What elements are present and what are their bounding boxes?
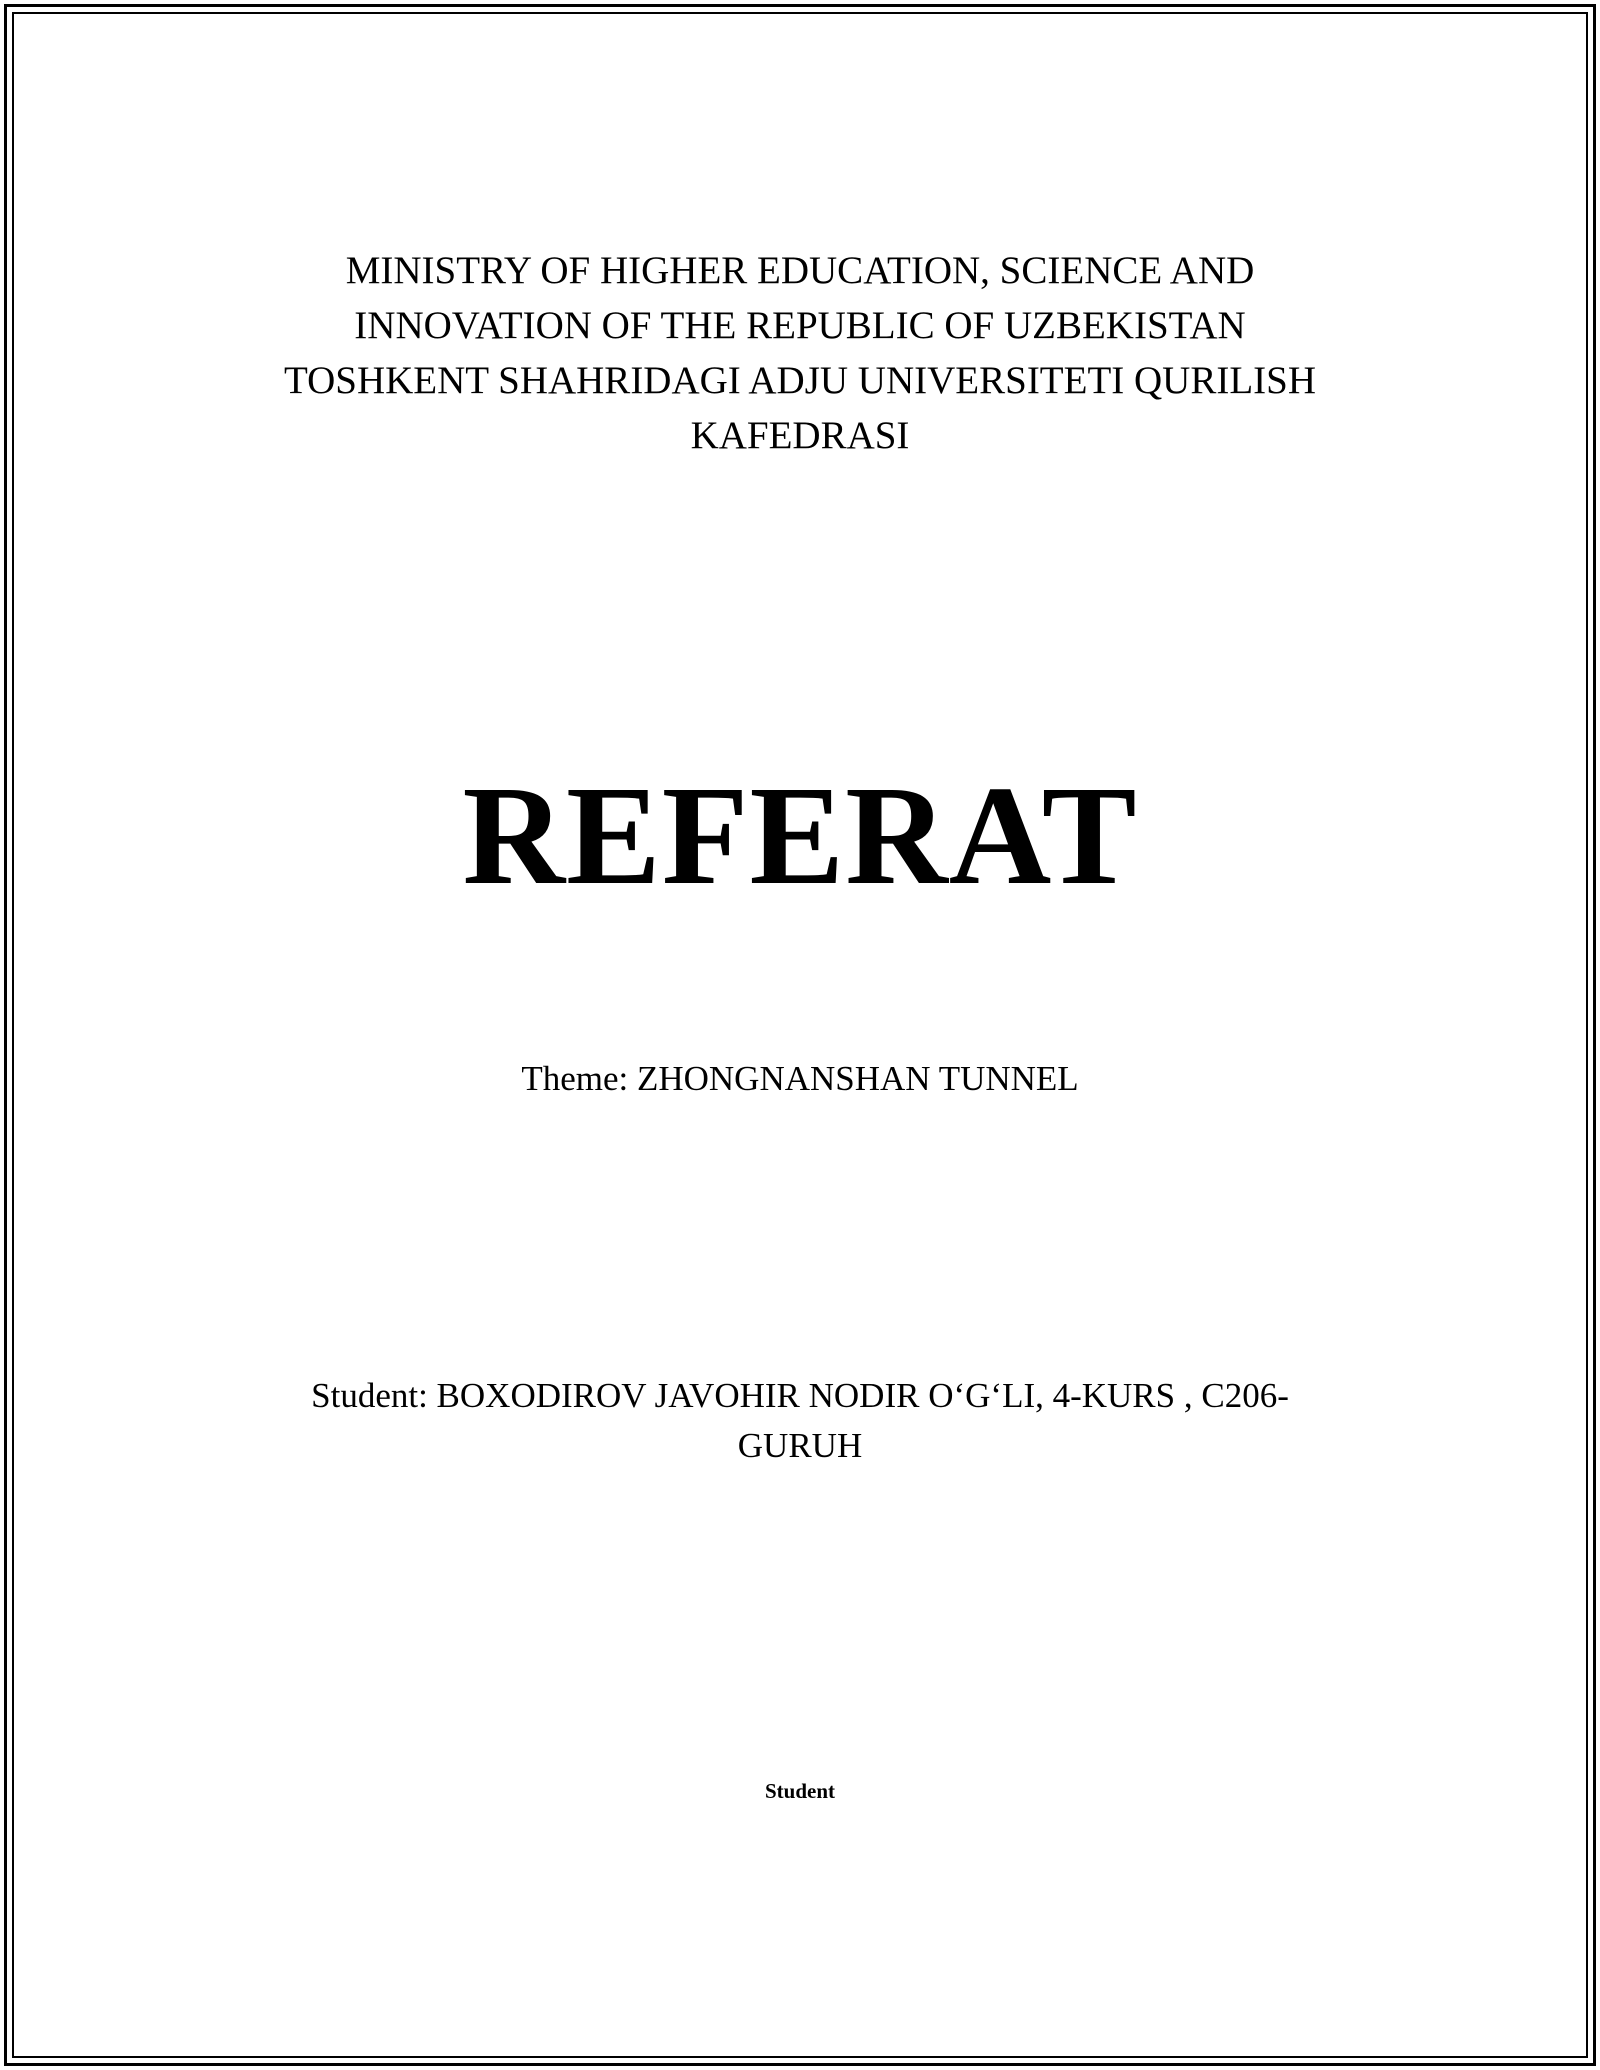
footer-student-label: Student bbox=[764, 1779, 836, 1803]
header-line: INNOVATION OF THE REPUBLIC OF UZBEKISTAN bbox=[354, 304, 1246, 347]
student-info-line: GURUH bbox=[737, 1426, 863, 1465]
header-line: KAFEDRASI bbox=[690, 414, 910, 457]
student-info-line: Student: BOXODIROV JAVOHIR NODIR O‘G‘LI, 4-KURS , C206- bbox=[311, 1376, 1289, 1415]
header-line: MINISTRY OF HIGHER EDUCATION, SCIENCE AND bbox=[345, 249, 1255, 292]
student-info bbox=[0, 1371, 1600, 1471]
theme-line: Theme: ZHONGNANSHAN TUNNEL bbox=[521, 1059, 1079, 1098]
document-title: REFERAT bbox=[462, 756, 1138, 914]
header-line: TOSHKENT SHAHRIDAGI ADJU UNIVERSITETI QURILISH bbox=[283, 359, 1317, 402]
institution-header bbox=[0, 243, 1600, 463]
